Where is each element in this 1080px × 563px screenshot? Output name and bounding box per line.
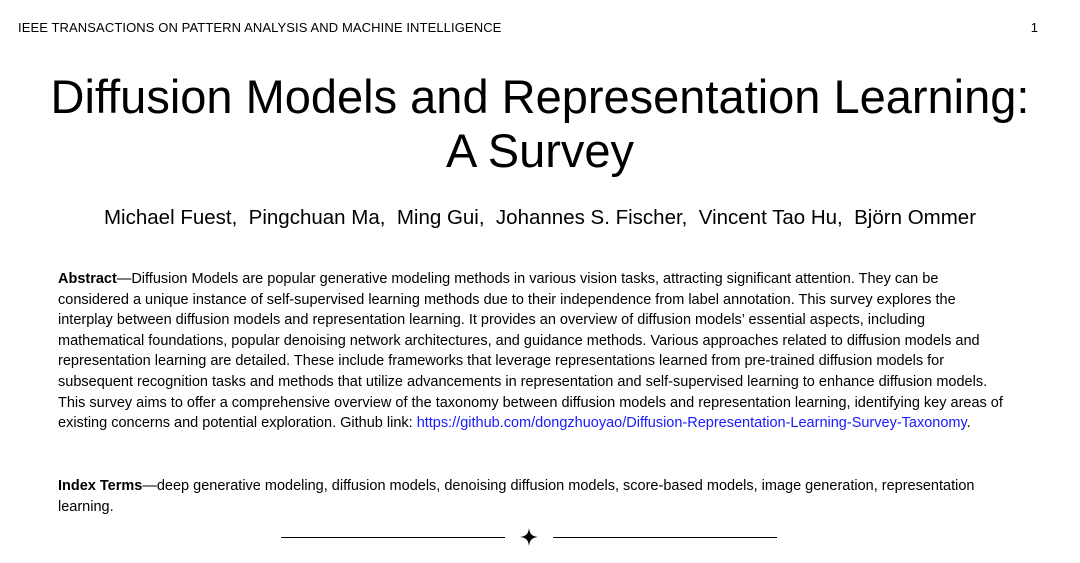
paper-title <box>0 70 1080 178</box>
author-list: Michael Fuest, Pingchuan Ma, Ming Gui, Johannes S. Fischer, Vincent Tao Hu, Björn Ommer <box>103 206 977 229</box>
index-terms-dash: — <box>142 478 157 494</box>
running-head-journal: IEEE TRANSACTIONS ON PATTERN ANALYSIS AND MACHINE INTELLIGENCE <box>18 20 502 35</box>
four-point-star-icon <box>520 528 538 546</box>
abstract-dash: — <box>116 271 132 287</box>
index-terms-label: Index Terms <box>58 478 143 494</box>
index-terms-paragraph <box>58 476 1008 517</box>
abstract-end: . <box>966 415 971 432</box>
section-divider <box>0 527 1080 547</box>
title-line-2: A Survey <box>445 124 635 177</box>
divider-rule-right <box>553 537 777 538</box>
abstract-text: Diffusion Models are popular generative modeling methods in various vision tasks, attracting significant attention. They can be considered a unique instance of self-supervised learning methods due to their independence from label annotation. This survey explores the interplay between diffusion models and representation learning. It provides an overview of diffusion models’ essential aspects, including mathematical foundations, popular denoising network architectures, and guidance methods. Various approaches related to diffusion models and representation learning are detailed. These include frameworks that leverage representations learned from pre-trained diffusion models for subsequent recognition tasks and methods that utilize advancements in representation and self-supervised learning to enhance diffusion models. This survey aims to offer a comprehensive overview of the taxonomy between diffusion models and representation learning, identifying key areas of existing concerns and potential exploration. Github link: <box>58 271 1003 432</box>
github-link[interactable]: https://github.com/dongzhuoyao/Diffusion-Representation-Learning-Survey-Taxonomy <box>416 415 967 432</box>
index-terms-text: deep generative modeling, diffusion models, denoising diffusion models, score-based models, image generation, representation learning. <box>58 478 975 515</box>
divider-rule-left <box>281 537 505 538</box>
abstract-paragraph <box>58 269 1008 434</box>
abstract-label: Abstract <box>58 271 117 287</box>
page-number: 1 <box>1030 20 1038 35</box>
title-line-1: Diffusion Models and Representation Learning: <box>50 70 1030 123</box>
